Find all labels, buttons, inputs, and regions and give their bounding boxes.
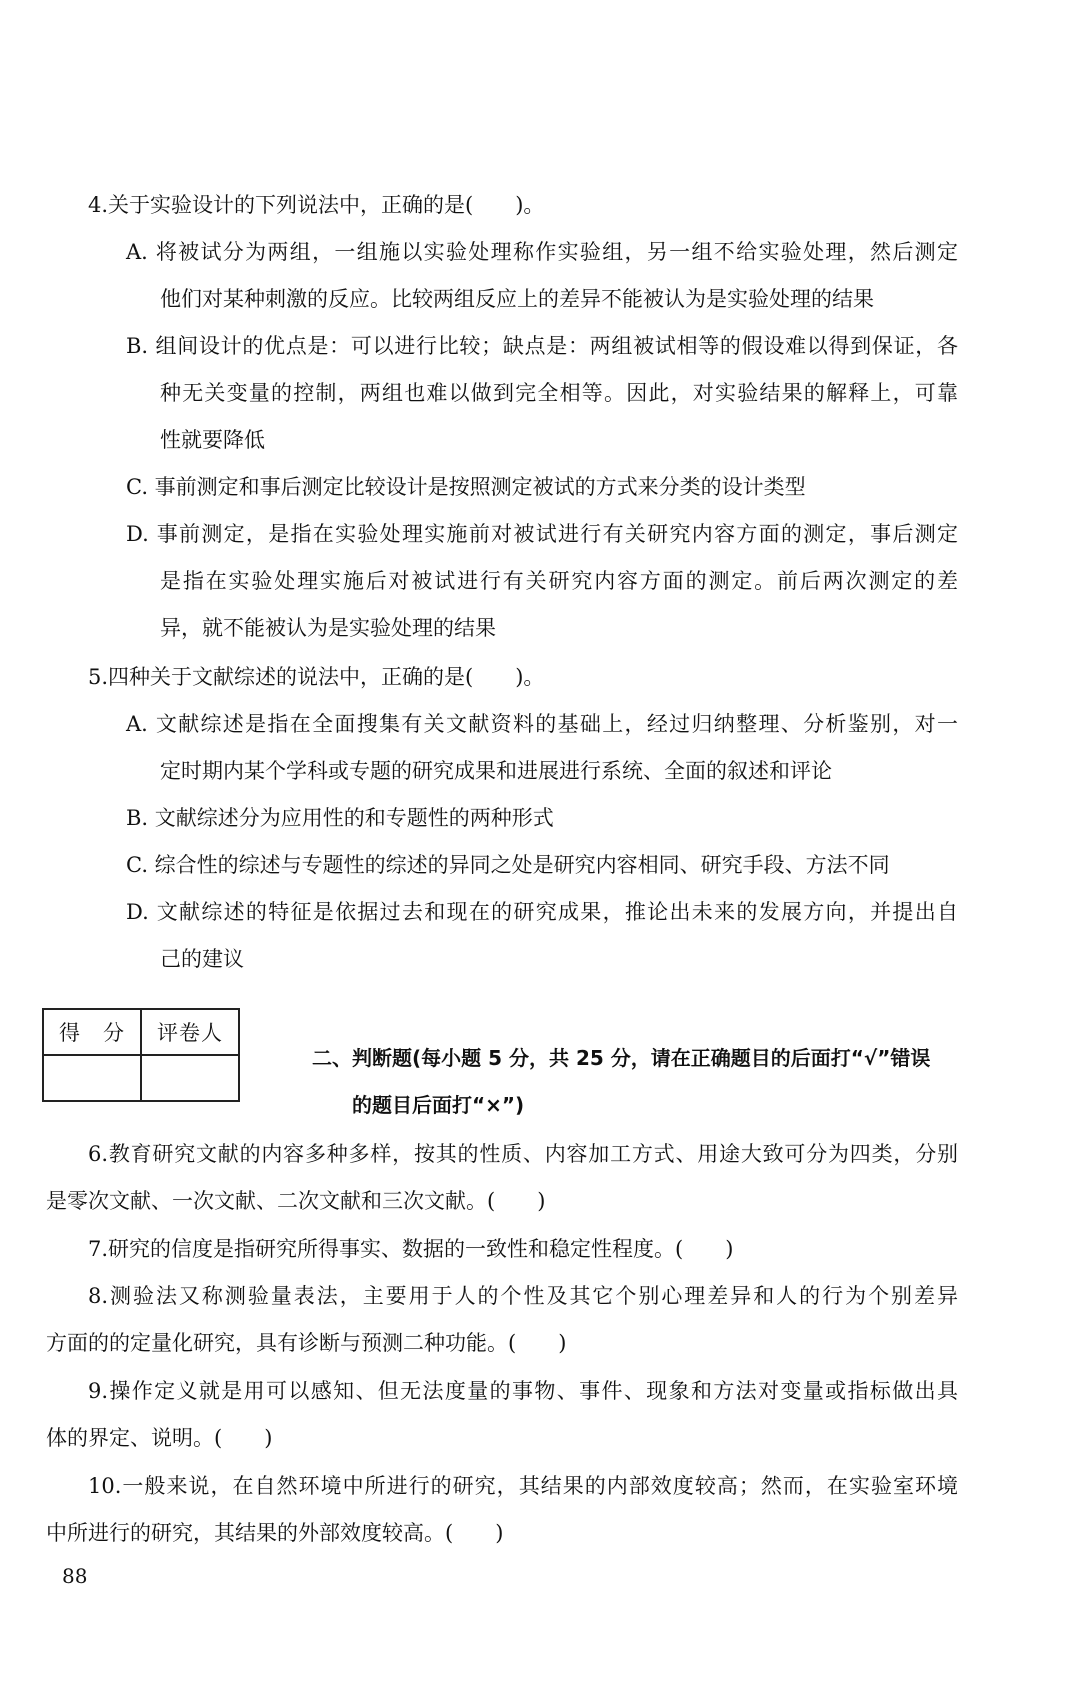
q6-line1: 6.教育研究文献的内容多种多样，按其的性质、内容加工方式、用途大致可分为四类，分别 [88, 1142, 958, 1166]
page-number: 88 [62, 1564, 88, 1588]
q4-stem: 4.关于实验设计的下列说法中，正确的是( )。 [88, 193, 545, 217]
q5-option-b: B. 文献综述分为应用性的和专题性的两种形式 [126, 806, 554, 830]
q9-line1: 9.操作定义就是用可以感知、但无法度量的事物、事件、现象和方法对变量或指标做出具 [88, 1379, 958, 1403]
q5-option-d-line1: D. 文献综述的特征是依据过去和现在的研究成果，推论出未来的发展方向，并提出自 [126, 900, 958, 924]
q4-option-d-line3: 异，就不能被认为是实验处理的结果 [160, 616, 496, 640]
q6-line2: 是零次文献、一次文献、二次文献和三次文献。( ) [46, 1189, 546, 1213]
grader-cell [141, 1055, 239, 1101]
q9-line2: 体的界定、说明。( ) [46, 1426, 273, 1450]
q4-option-a-line2: 他们对某种刺激的反应。比较两组反应上的差异不能被认为是实验处理的结果 [160, 287, 874, 311]
q4-option-a-line1: A. 将被试分为两组，一组施以实验处理称作实验组，另一组不给实验处理，然后测定 [126, 240, 958, 264]
q10-line2: 中所进行的研究，其结果的外部效度较高。( ) [46, 1521, 504, 1545]
q4-option-b-line2: 种无关变量的控制，两组也难以做到完全相等。因此，对实验结果的解释上，可靠 [160, 381, 958, 405]
q4-option-d-line1: D. 事前测定，是指在实验处理实施前对被试进行有关研究内容方面的测定，事后测定 [126, 522, 958, 546]
q10-line1: 10.一般来说，在自然环境中所进行的研究，其结果的内部效度较高；然而，在实验室环境 [88, 1474, 958, 1498]
q5-option-d-line2: 己的建议 [160, 947, 244, 971]
section-title-line2: 的题目后面打“×”) [352, 1093, 525, 1117]
q5-stem: 5.四种关于文献综述的说法中，正确的是( )。 [88, 665, 545, 689]
q4-option-c: C. 事前测定和事后测定比较设计是按照测定被试的方式来分类的设计类型 [126, 475, 806, 499]
q4-option-b-line3: 性就要降低 [160, 428, 265, 452]
score-cell [43, 1055, 141, 1101]
grader-header: 评卷人 [141, 1009, 239, 1055]
q5-option-a-line2: 定时期内某个学科或专题的研究成果和进展进行系统、全面的叙述和评论 [160, 759, 832, 783]
q5-option-c: C. 综合性的综述与专题性的综述的异同之处是研究内容相同、研究手段、方法不同 [126, 853, 890, 877]
q8-line1: 8.测验法又称测验量表法，主要用于人的个性及其它个别心理差异和人的行为个别差异 [88, 1284, 958, 1308]
q4-option-b-line1: B. 组间设计的优点是：可以进行比较；缺点是：两组被试相等的假设难以得到保证，各 [126, 334, 958, 358]
score-table [42, 1008, 240, 1102]
section-title-line1: 二、判断题(每小题 5 分，共 25 分，请在正确题目的后面打“√”错误 [312, 1046, 931, 1070]
q7-line1: 7.研究的信度是指研究所得事实、数据的一致性和稳定性程度。( ) [88, 1237, 734, 1261]
q4-option-d-line2: 是指在实验处理实施后对被试进行有关研究内容方面的测定。前后两次测定的差 [160, 569, 958, 593]
q5-option-a-line1: A. 文献综述是指在全面搜集有关文献资料的基础上，经过归纳整理、分析鉴别，对一 [126, 712, 958, 736]
score-header: 得 分 [43, 1009, 141, 1055]
q8-line2: 方面的的定量化研究，具有诊断与预测二种功能。( ) [46, 1331, 567, 1355]
